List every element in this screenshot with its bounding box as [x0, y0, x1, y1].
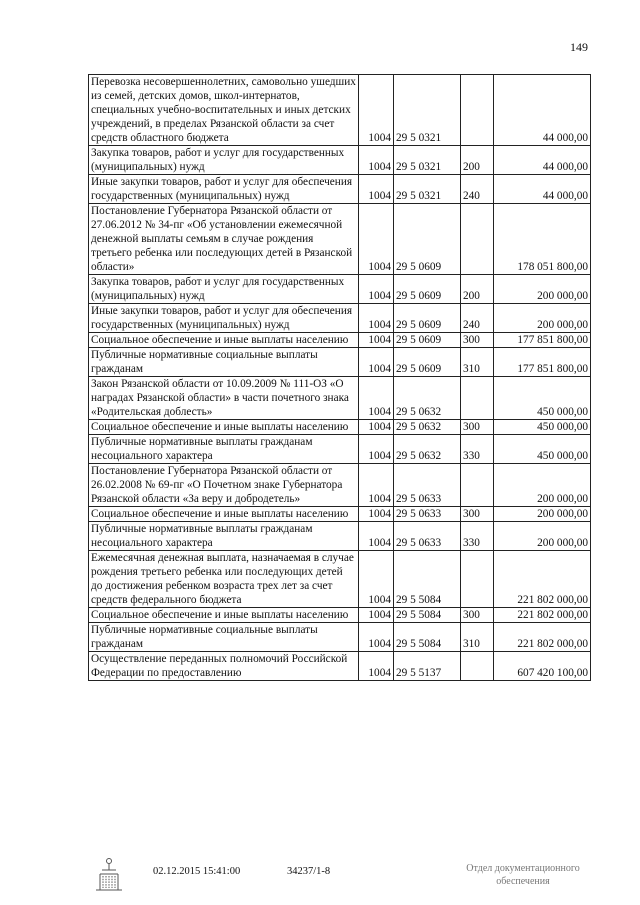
- row-name-cell: Социальное обеспечение и иные выплаты населению: [89, 420, 359, 435]
- row-expense-type-cell: [461, 464, 494, 507]
- row-amount-cell: 178 051 800,00: [494, 204, 591, 275]
- row-name-cell: Социальное обеспечение и иные выплаты населению: [89, 333, 359, 348]
- row-target-article-cell: 29 5 0609: [394, 348, 461, 377]
- row-expense-type-cell: 200: [461, 275, 494, 304]
- row-name-cell: Закон Рязанской области от 10.09.2009 № 111-ОЗ «О наградах Рязанской области» в части почетного знака «Родительская доблесть»: [89, 377, 359, 420]
- row-section-cell: 1004: [359, 204, 394, 275]
- row-name-cell: Публичные нормативные социальные выплаты гражданам: [89, 623, 359, 652]
- row-section-cell: 1004: [359, 175, 394, 204]
- table-row: [89, 464, 591, 507]
- row-name-cell: Публичные нормативные выплаты гражданам несоциального характера: [89, 435, 359, 464]
- table-row: [89, 623, 591, 652]
- row-target-article-cell: 29 5 0632: [394, 377, 461, 420]
- row-expense-type-cell: 200: [461, 146, 494, 175]
- budget-table-body: [89, 75, 591, 681]
- row-expense-type-cell: 310: [461, 348, 494, 377]
- row-amount-cell: 450 000,00: [494, 377, 591, 420]
- row-expense-type-cell: 330: [461, 522, 494, 551]
- page-footer: [0, 862, 640, 902]
- row-expense-type-cell: 300: [461, 507, 494, 522]
- row-section-cell: 1004: [359, 377, 394, 420]
- row-amount-cell: 221 802 000,00: [494, 551, 591, 608]
- row-section-cell: 1004: [359, 623, 394, 652]
- table-row: [89, 522, 591, 551]
- row-section-cell: 1004: [359, 275, 394, 304]
- row-expense-type-cell: [461, 652, 494, 681]
- row-expense-type-cell: [461, 204, 494, 275]
- row-amount-cell: 450 000,00: [494, 435, 591, 464]
- table-row: [89, 275, 591, 304]
- page-number: 149: [570, 40, 588, 54]
- row-section-cell: 1004: [359, 333, 394, 348]
- row-section-cell: 1004: [359, 608, 394, 623]
- row-name-cell: Постановление Губернатора Рязанской области от 27.06.2012 № 34-пг «Об установлении ежемесячной денежной выплаты семьям в случае рождения третьего ребенка или последующих детей в Рязанской области»: [89, 204, 359, 275]
- table-row: [89, 420, 591, 435]
- table-row: [89, 377, 591, 420]
- row-amount-cell: 200 000,00: [494, 304, 591, 333]
- row-name-cell: Постановление Губернатора Рязанской области от 26.02.2008 № 69-пг «О Почетном знаке Губернатора Рязанской области «За веру и добродетель»: [89, 464, 359, 507]
- table-row: [89, 551, 591, 608]
- table-row: [89, 652, 591, 681]
- row-expense-type-cell: 300: [461, 420, 494, 435]
- table-row: [89, 204, 591, 275]
- row-amount-cell: 200 000,00: [494, 275, 591, 304]
- row-expense-type-cell: [461, 551, 494, 608]
- table-row: [89, 333, 591, 348]
- row-section-cell: 1004: [359, 507, 394, 522]
- row-section-cell: 1004: [359, 551, 394, 608]
- row-target-article-cell: 29 5 0633: [394, 507, 461, 522]
- row-expense-type-cell: 330: [461, 435, 494, 464]
- table-row: [89, 146, 591, 175]
- department-stamp: [448, 862, 598, 888]
- row-target-article-cell: 29 5 0609: [394, 333, 461, 348]
- table-row: [89, 348, 591, 377]
- row-target-article-cell: 29 5 0609: [394, 275, 461, 304]
- row-section-cell: 1004: [359, 420, 394, 435]
- row-name-cell: Социальное обеспечение и иные выплаты населению: [89, 507, 359, 522]
- row-amount-cell: 200 000,00: [494, 464, 591, 507]
- row-expense-type-cell: [461, 75, 494, 146]
- row-section-cell: 1004: [359, 348, 394, 377]
- budget-table: [88, 74, 591, 681]
- row-name-cell: Перевозка несовершеннолетних, самовольно ушедших из семей, детских домов, школ-интернатов, специальных учебно-воспитательных и иных детских учреждений, в пределах Рязанской области за счет средств областного бюджета: [89, 75, 359, 146]
- row-target-article-cell: 29 5 0632: [394, 435, 461, 464]
- row-name-cell: Ежемесячная денежная выплата, назначаемая в случае рождения третьего ребенка или последующих детей до достижения ребенком возраста трех лет за счет средств федерального бюджета: [89, 551, 359, 608]
- row-target-article-cell: 29 5 0321: [394, 75, 461, 146]
- row-amount-cell: 44 000,00: [494, 75, 591, 146]
- table-row: [89, 435, 591, 464]
- row-name-cell: Осуществление переданных полномочий Российской Федерации по предоставлению: [89, 652, 359, 681]
- row-section-cell: 1004: [359, 464, 394, 507]
- row-target-article-cell: 29 5 0609: [394, 304, 461, 333]
- row-expense-type-cell: 240: [461, 304, 494, 333]
- stamp-line-1: Отдел документационного: [466, 863, 580, 874]
- row-name-cell: Социальное обеспечение и иные выплаты населению: [89, 608, 359, 623]
- table-row: [89, 304, 591, 333]
- row-target-article-cell: 29 5 0632: [394, 420, 461, 435]
- row-expense-type-cell: 310: [461, 623, 494, 652]
- row-section-cell: 1004: [359, 522, 394, 551]
- row-amount-cell: 221 802 000,00: [494, 608, 591, 623]
- row-section-cell: 1004: [359, 75, 394, 146]
- row-section-cell: 1004: [359, 304, 394, 333]
- row-name-cell: Иные закупки товаров, работ и услуг для обеспечения государственных (муниципальных) нужд: [89, 304, 359, 333]
- row-name-cell: Публичные нормативные социальные выплаты гражданам: [89, 348, 359, 377]
- table-row: [89, 507, 591, 522]
- row-amount-cell: 44 000,00: [494, 175, 591, 204]
- row-expense-type-cell: 240: [461, 175, 494, 204]
- row-section-cell: 1004: [359, 146, 394, 175]
- row-target-article-cell: 29 5 5084: [394, 551, 461, 608]
- row-expense-type-cell: 300: [461, 333, 494, 348]
- stamp-line-2: обеспечения: [496, 876, 550, 887]
- footer-datetime: 02.12.2015 15:41:00: [153, 866, 241, 877]
- row-amount-cell: 450 000,00: [494, 420, 591, 435]
- row-target-article-cell: 29 5 0633: [394, 464, 461, 507]
- row-section-cell: 1004: [359, 652, 394, 681]
- row-section-cell: 1004: [359, 435, 394, 464]
- row-amount-cell: 607 420 100,00: [494, 652, 591, 681]
- row-amount-cell: 200 000,00: [494, 522, 591, 551]
- table-row: [89, 175, 591, 204]
- registry-logo-icon: [92, 856, 126, 894]
- row-expense-type-cell: [461, 377, 494, 420]
- row-name-cell: Публичные нормативные выплаты гражданам несоциального характера: [89, 522, 359, 551]
- row-name-cell: Иные закупки товаров, работ и услуг для обеспечения государственных (муниципальных) нужд: [89, 175, 359, 204]
- row-target-article-cell: 29 5 0633: [394, 522, 461, 551]
- table-row: [89, 608, 591, 623]
- table-row: [89, 75, 591, 146]
- footer-doc-number: 34237/1-8: [287, 866, 331, 877]
- row-target-article-cell: 29 5 0321: [394, 146, 461, 175]
- row-amount-cell: 44 000,00: [494, 146, 591, 175]
- row-amount-cell: 177 851 800,00: [494, 348, 591, 377]
- row-name-cell: Закупка товаров, работ и услуг для государственных (муниципальных) нужд: [89, 146, 359, 175]
- row-target-article-cell: 29 5 5084: [394, 608, 461, 623]
- row-target-article-cell: 29 5 0609: [394, 204, 461, 275]
- row-amount-cell: 177 851 800,00: [494, 333, 591, 348]
- row-target-article-cell: 29 5 5137: [394, 652, 461, 681]
- row-target-article-cell: 29 5 5084: [394, 623, 461, 652]
- row-name-cell: Закупка товаров, работ и услуг для государственных (муниципальных) нужд: [89, 275, 359, 304]
- row-target-article-cell: 29 5 0321: [394, 175, 461, 204]
- row-expense-type-cell: 300: [461, 608, 494, 623]
- row-amount-cell: 200 000,00: [494, 507, 591, 522]
- row-amount-cell: 221 802 000,00: [494, 623, 591, 652]
